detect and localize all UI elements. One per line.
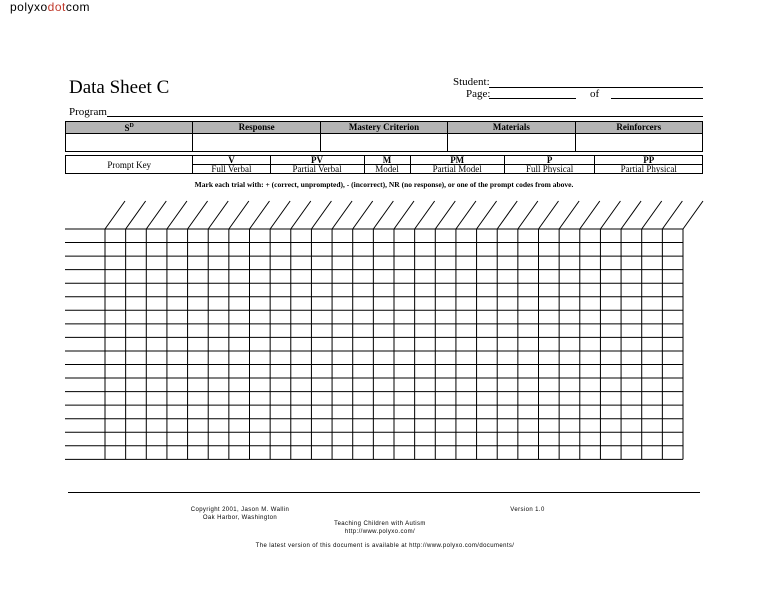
prompt-desc: Model bbox=[364, 165, 410, 174]
col-header-sd: $S^D$ bbox=[66, 122, 193, 134]
column-header-slant bbox=[415, 201, 435, 229]
column-header-slant bbox=[373, 201, 393, 229]
prompt-code: PM bbox=[410, 156, 504, 165]
prompt-key-label: Prompt Key bbox=[66, 156, 193, 174]
column-header-slant bbox=[394, 201, 414, 229]
prompt-code: M bbox=[364, 156, 410, 165]
column-header-slant bbox=[559, 201, 579, 229]
instructions-text: Mark each trial with: + (correct, unprompted), - (incorrect), NR (no response), or one of the prompt codes from above. bbox=[194, 180, 574, 189]
footer-rule bbox=[68, 492, 700, 493]
column-header-slant bbox=[518, 201, 538, 229]
website-link[interactable]: http://www.polyxo.com/ bbox=[344, 529, 416, 535]
col-header-reinforcers: Reinforcers bbox=[575, 122, 702, 134]
column-header-slant bbox=[167, 201, 187, 229]
prompt-desc: Full Verbal bbox=[193, 165, 270, 174]
column-header-slant bbox=[683, 201, 703, 229]
column-header-slant bbox=[311, 201, 331, 229]
col-header-mastery-criterion: Mastery Criterion bbox=[320, 122, 447, 134]
of-label: of bbox=[590, 88, 600, 100]
prompt-desc: Partial Verbal bbox=[270, 165, 364, 174]
column-header-slant bbox=[477, 201, 497, 229]
prompt-desc: Partial Model bbox=[410, 165, 504, 174]
column-header-slant bbox=[662, 201, 682, 229]
brand-logo: polyxodotcom bbox=[9, 0, 91, 14]
prompt-code: V bbox=[193, 156, 270, 165]
column-header-slant bbox=[456, 201, 476, 229]
page-title: Data Sheet C bbox=[69, 77, 170, 98]
column-header-slant bbox=[600, 201, 620, 229]
prompt-code: PP bbox=[595, 156, 703, 165]
column-header-slant bbox=[353, 201, 373, 229]
column-header-slant bbox=[188, 201, 208, 229]
program-label: Program bbox=[69, 106, 107, 118]
version-text: Version 1.0 bbox=[510, 507, 545, 513]
column-header-slant bbox=[208, 201, 228, 229]
page-label: Page: bbox=[466, 88, 491, 100]
column-header-slant bbox=[621, 201, 641, 229]
copyright-text: Copyright 2001, Jason M. Wallin bbox=[190, 507, 290, 513]
column-header-slant bbox=[250, 201, 270, 229]
location-text: Oak Harbor, Washington bbox=[202, 515, 278, 521]
column-header-slant bbox=[291, 201, 311, 229]
column-header-slant bbox=[642, 201, 662, 229]
column-header-slant bbox=[435, 201, 455, 229]
student-label: Student: bbox=[453, 76, 490, 88]
column-header-slant bbox=[126, 201, 146, 229]
col-header-response: Response bbox=[193, 122, 320, 134]
prompt-desc: Partial Physical bbox=[595, 165, 703, 174]
column-header-slant bbox=[497, 201, 517, 229]
column-header-slant bbox=[105, 201, 125, 229]
column-header-slant bbox=[146, 201, 166, 229]
col-header-materials: Materials bbox=[448, 122, 575, 134]
column-header-slant bbox=[332, 201, 352, 229]
sd-superscript: D bbox=[129, 123, 134, 129]
latest-version-text: The latest version of this document is available at http://www.polyxo.com/documents/ bbox=[255, 543, 515, 549]
column-header-slant bbox=[539, 201, 559, 229]
column-header-slant bbox=[229, 201, 249, 229]
column-header-slant bbox=[270, 201, 290, 229]
prompt-desc: Full Physical bbox=[504, 165, 595, 174]
prompt-code: P bbox=[504, 156, 595, 165]
column-header-slant bbox=[580, 201, 600, 229]
tagline-text: Teaching Children with Autism bbox=[334, 521, 426, 527]
prompt-code: PV bbox=[270, 156, 364, 165]
